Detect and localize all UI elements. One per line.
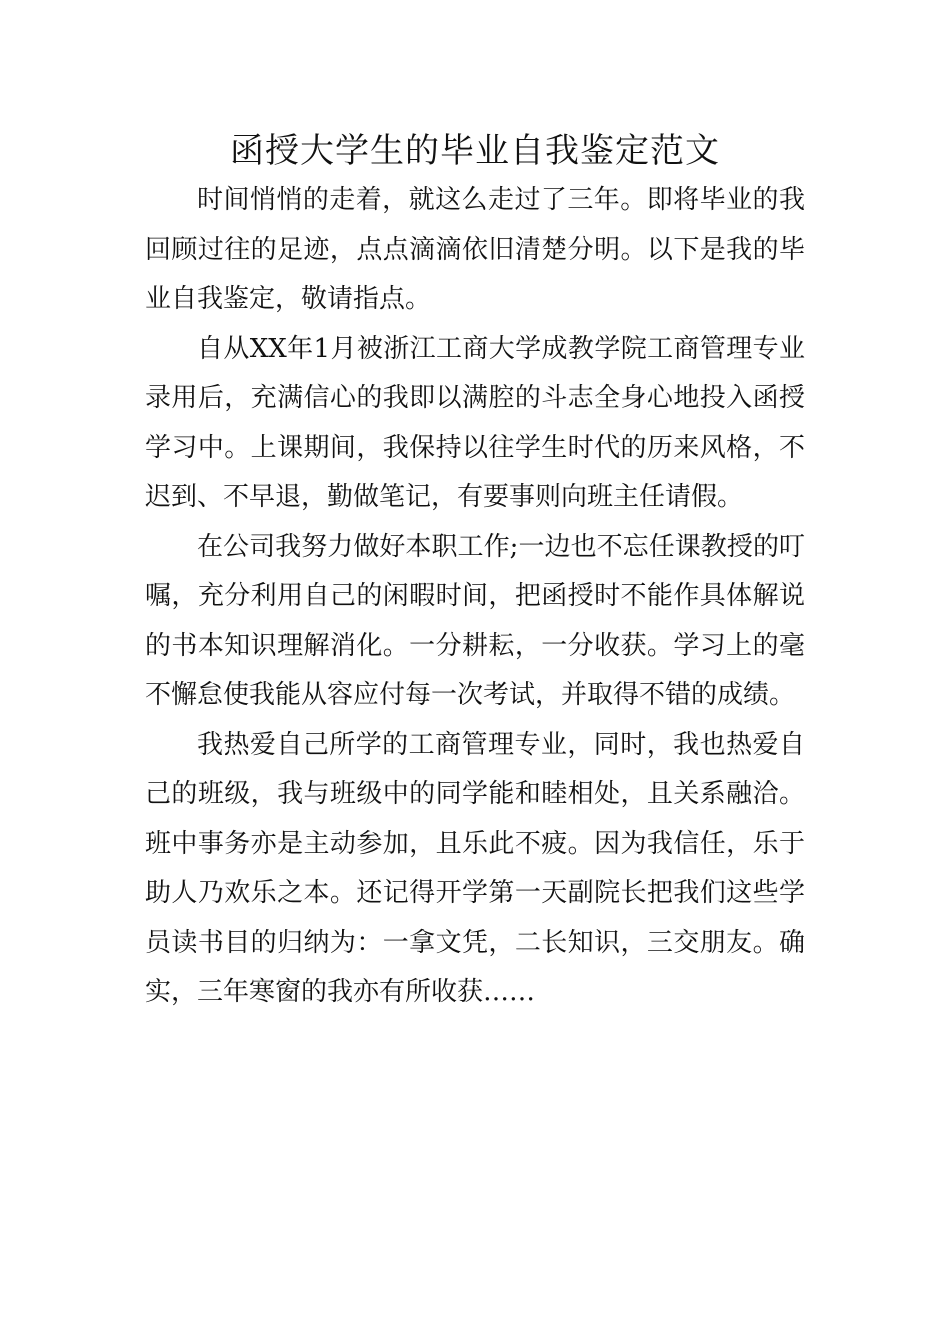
document-title: 函授大学生的毕业自我鉴定范文 <box>230 131 720 171</box>
paragraph-4: 我热爱自己所学的工商管理专业，同时，我也热爱自己的班级，我与班级中的同学能和睦相处，且关系融洽。班中事务亦是主动参加，且乐此不疲。因为我信任，乐于助人乃欢乐之本。还记得开学第一天副院长把我们这些学员读书目的归纳为：一拿文凭，二长知识，三交朋友。确实，三年寒窗的我亦有所收获…… <box>145 729 805 1007</box>
paragraph-3: 在公司我努力做好本职工作;一边也不忘任课教授的叮嘱，充分利用自己的闲暇时间，把函授时不能作具体解说的书本知识理解消化。一分耕耘，一分收获。学习上的毫不懈怠使我能从容应付每一次考试，并取得不错的成绩。 <box>145 531 805 710</box>
paragraph-2: 自从XX年1月被浙江工商大学成教学院工商管理专业录用后，充满信心的我即以满腔的斗志全身心地投入函授学习中。上课期间，我保持以往学生时代的历来风格，不迟到、不早退，勤做笔记，有要事则向班主任请假。 <box>145 333 805 512</box>
paragraph-1: 时间悄悄的走着，就这么走过了三年。即将毕业的我回顾过往的足迹，点点滴滴依旧清楚分明。以下是我的毕业自我鉴定，敬请指点。 <box>145 185 805 314</box>
document-body <box>145 176 805 1018</box>
